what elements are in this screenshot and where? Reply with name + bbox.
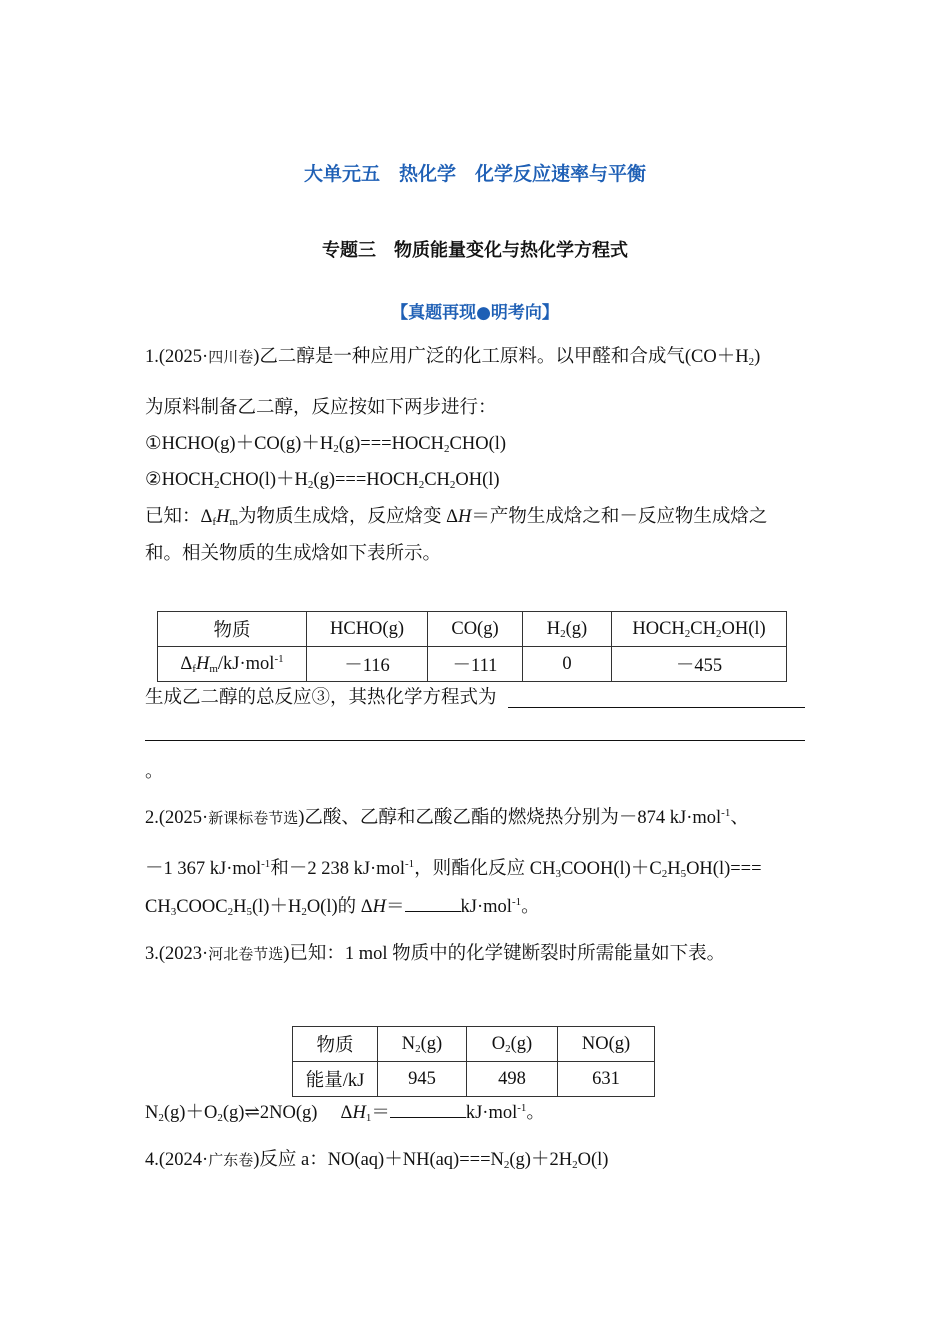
- unit-title: 大单元五 热化学 化学反应速率与平衡: [303, 163, 646, 185]
- table-cell: NO(g): [558, 1027, 655, 1062]
- q3-line1: 3.(2023·河北卷节选)已知：1 mol 物质中的化学键断裂时所需能量如下表。: [145, 944, 726, 964]
- table-cell: HCHO(g): [307, 612, 428, 647]
- table-cell: 945: [378, 1062, 467, 1097]
- table-row: [158, 612, 787, 647]
- table-cell: 物质: [293, 1027, 378, 1062]
- q1-answer-prompt: 生成乙二醇的总反应③，其热化学方程式为: [145, 688, 497, 708]
- answer-blank[interactable]: [508, 707, 805, 708]
- q3-equation: $N_2(g)+O_2(g)\rightleftharpoons 2NO(g)$ $\Delta H_1= kJ\cdot mol^{-1}$。: [145, 1099, 545, 1125]
- q1-line1: 1.(2025·四川卷)乙二醇是一种应用广泛的化工原料。以甲醛和合成气$(CO+H_2)$: [145, 347, 761, 368]
- topic-title: 专题三 物质能量变化与热化学方程式: [322, 240, 628, 261]
- q1-line6: 和。相关物质的生成焓如下表所示。: [145, 544, 442, 564]
- table-cell: 物质: [158, 612, 307, 647]
- table-cell: －111: [428, 647, 523, 682]
- answer-blank[interactable]: [390, 1099, 466, 1118]
- table-cell: $O_2(g)$: [467, 1027, 558, 1062]
- q1-reaction-2: $②HOCH_2CHO(l)+H_2(g)===HOCH_2CH_2OH(l)$: [145, 470, 500, 491]
- q4-line1: 4.(2024·广东卷)反应 a：$NO(aq)+NH(aq)===N_2(g)+2H_2O(l)$: [145, 1150, 609, 1171]
- table-cell: 0: [523, 647, 612, 682]
- table-cell: $\Delta_fH_m/kJ\cdot mol^{-1}$: [158, 647, 307, 682]
- table-row: [293, 1062, 655, 1097]
- q2-line3: $CH_3COOC_2H_5(l)+H_2O(l)$的 ΔH＝ kJ·mol$^{-1}$。: [145, 893, 540, 919]
- answer-blank[interactable]: [145, 740, 805, 741]
- table-cell: 631: [558, 1062, 655, 1097]
- table-row: [293, 1027, 655, 1062]
- q1-known: 已知：$\Delta_fH_m$为物质生成焓，反应焓变 ΔH＝产物生成焓之和－反应物生成焓之: [145, 507, 768, 528]
- q2-line1: 2.(2025·新课标卷节选)乙酸、乙醇和乙酸乙酯的燃烧热分别为－874 kJ·mol$^{-1}$、: [145, 807, 749, 828]
- table-cell: －116: [307, 647, 428, 682]
- table-cell: 能量/kJ: [293, 1062, 378, 1097]
- table-cell: $N_2(g)$: [378, 1027, 467, 1062]
- table-cell: －455: [612, 647, 787, 682]
- bond-energy-table: [292, 1026, 655, 1097]
- table-row: [158, 647, 787, 682]
- q1-period: 。: [145, 762, 164, 782]
- section-heading: 【真题再现●明考向】: [391, 303, 559, 323]
- q1-reaction-1: $①HCHO(g)+CO(g)+H_2(g)===HOCH_2CHO(l)$: [145, 434, 507, 455]
- table-cell: 498: [467, 1062, 558, 1097]
- table-cell: $H_2(g)$: [523, 612, 612, 647]
- table-cell: CO(g): [428, 612, 523, 647]
- q2-line2: －1 367 kJ·mol$^{-1}$和－2 238 kJ·mol$^{-1}$，则酯化反应 $CH_3COOH(l)+C_2H_5OH(l)===$: [145, 858, 762, 880]
- q1-line2: 为原料制备乙二醇，反应按如下两步进行：: [145, 398, 497, 418]
- table-cell: $HOCH_2CH_2OH(l)$: [612, 612, 787, 647]
- enthalpy-table: [157, 611, 787, 682]
- answer-blank[interactable]: [405, 893, 461, 912]
